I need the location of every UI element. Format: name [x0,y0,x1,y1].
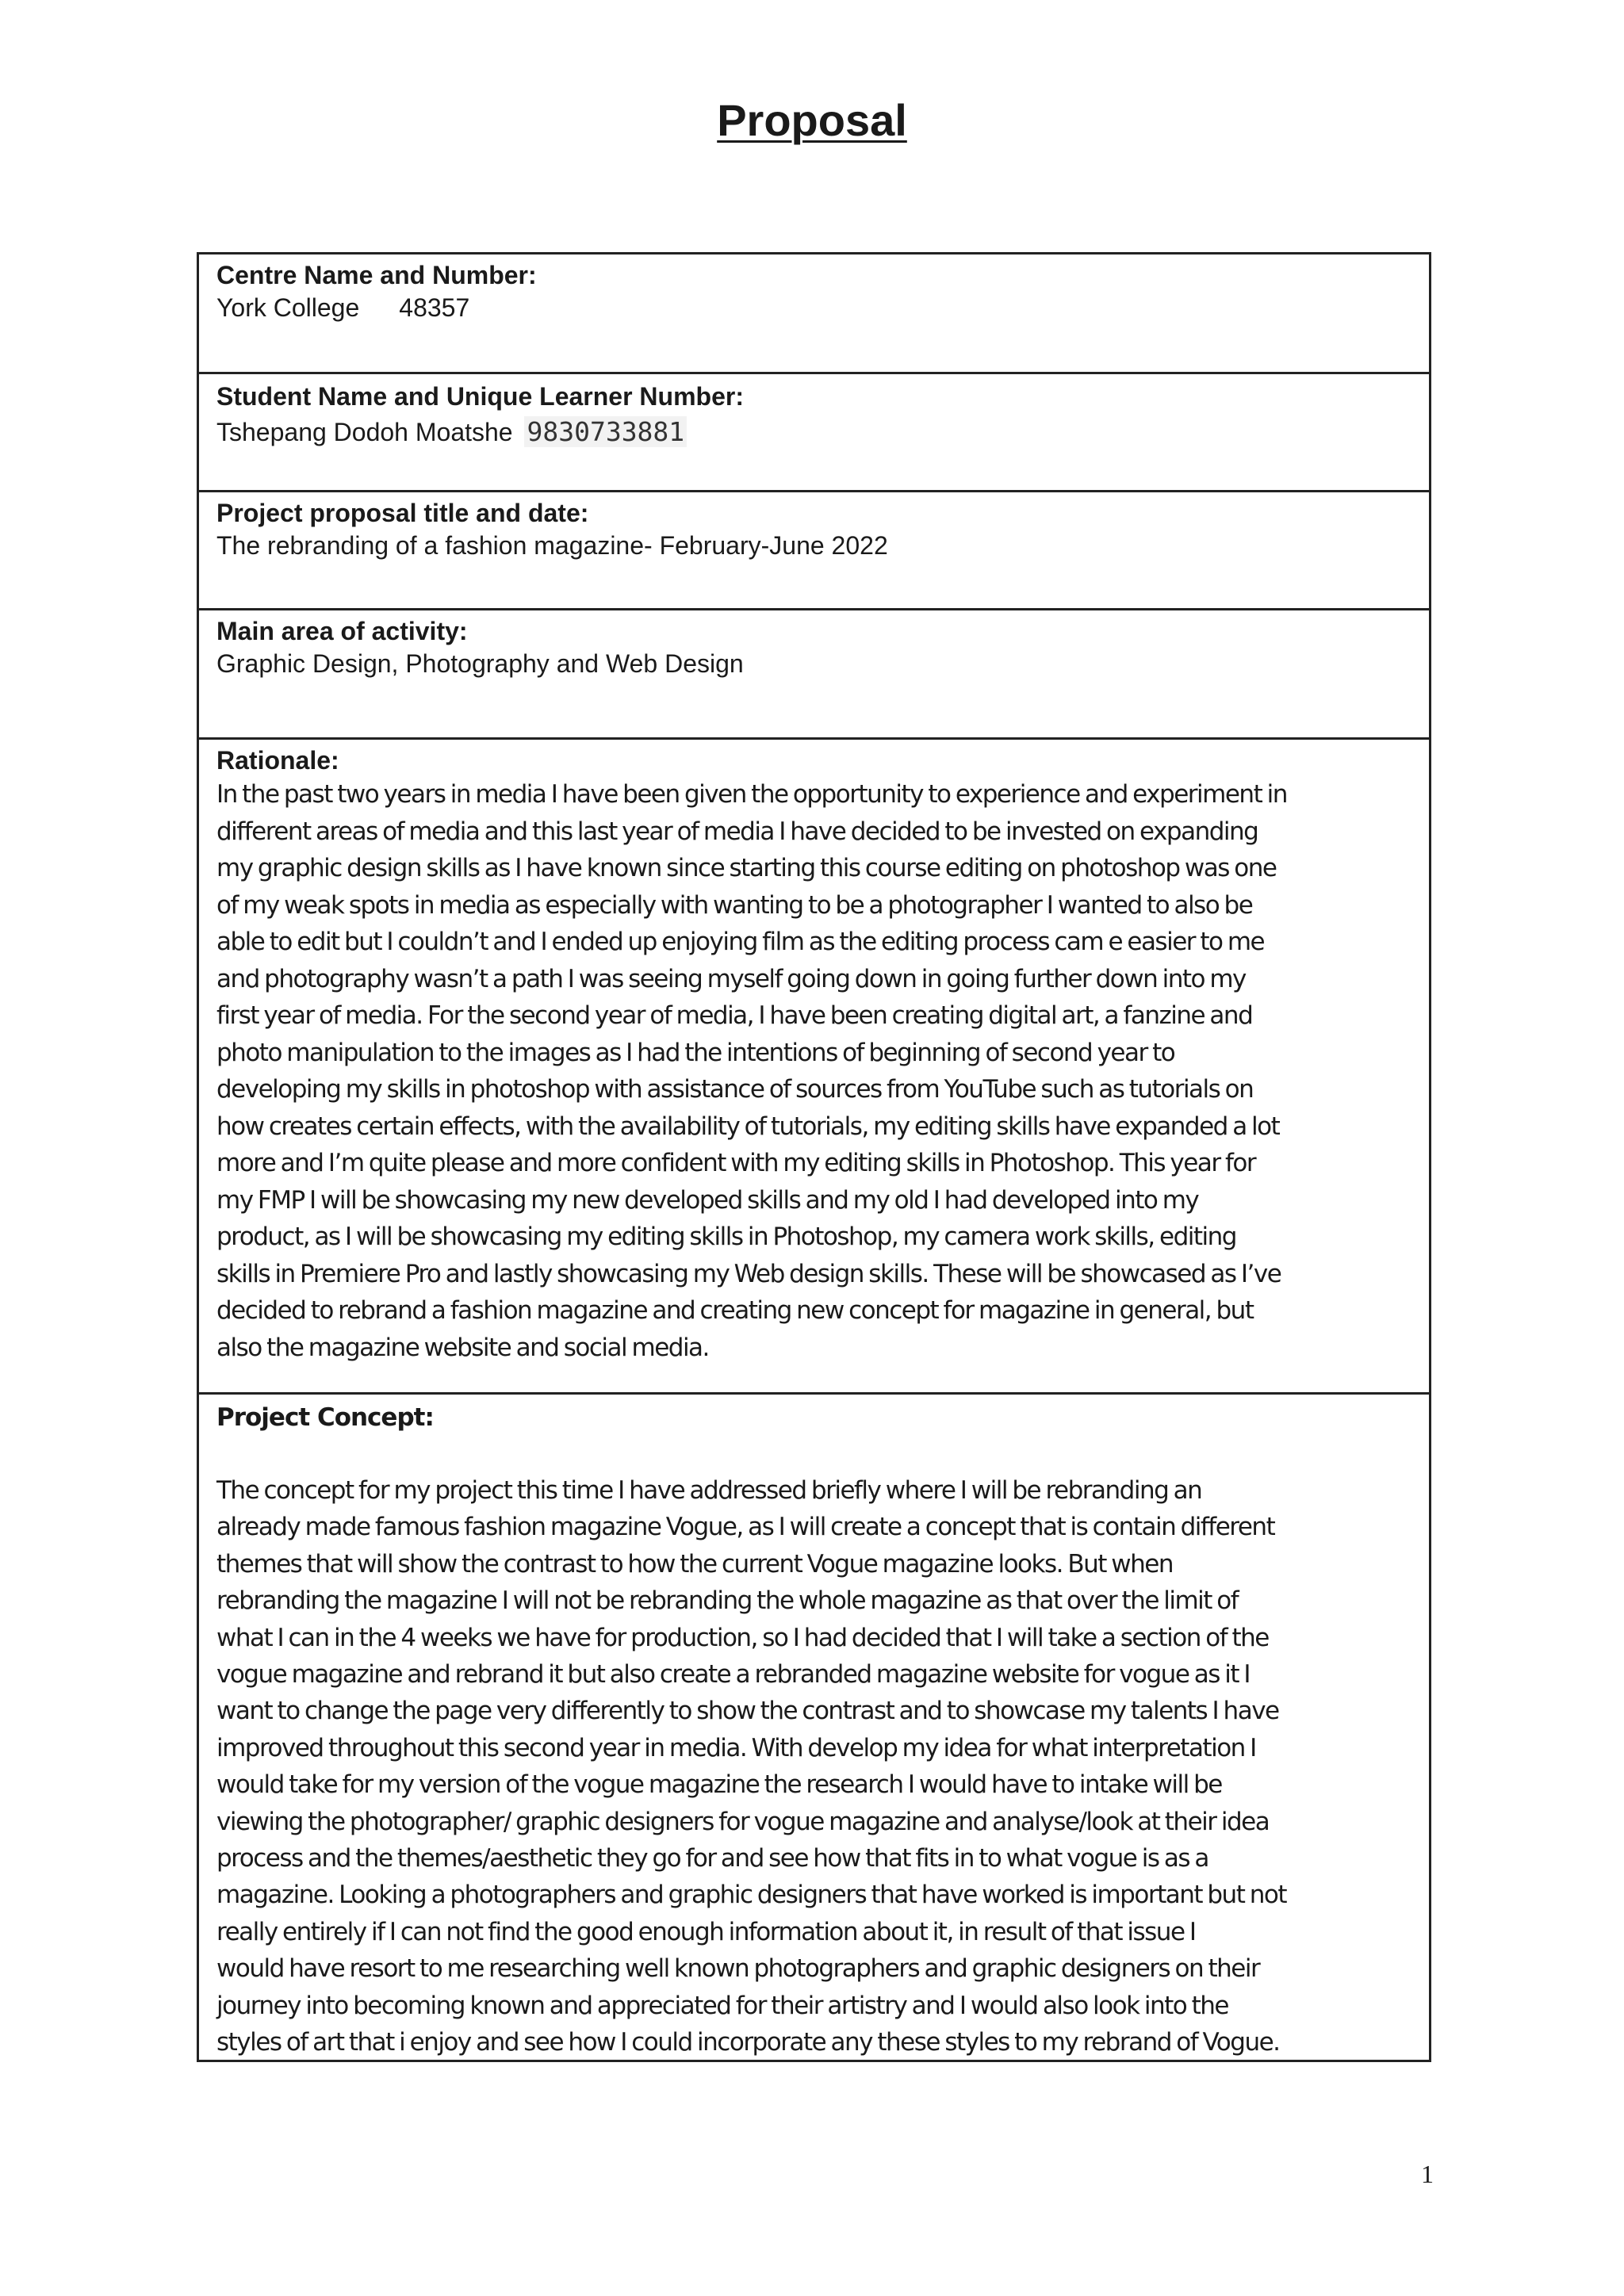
rationale-text [216,776,1411,1366]
rationale-line: skills in Premiere Pro and lastly showcasing my Web design skills. These will be showcased as I’ve [216,1259,1281,1288]
student-label: Student Name and Unique Learner Number: [216,382,744,411]
centre-value [216,291,1411,324]
project-title-label: Project proposal title and date: [216,499,589,527]
rationale-line: product, as I will be showcasing my editing skills in Photoshop, my camera work skills, editing [216,1223,1236,1251]
page-title: Proposal [717,95,907,145]
concept-line: what I can in the 4 weeks we have for production, so I had decided that I will take a section of the [216,1623,1269,1652]
concept-line: want to change the page very differently to show the contrast and to showcase my talents I have [216,1697,1279,1726]
centre-number: 48357 [399,293,470,322]
concept-line: would take for my version of the vogue magazine the research I would have to intake will be [216,1770,1222,1800]
rationale-line: photo manipulation to the images as I had the intentions of beginning of second year to [216,1038,1175,1067]
concept-line: really entirely if I can not find the good enough information about it, in result of that issue I [216,1917,1196,1946]
rationale-line: able to edit but I couldn’t and I ended up enjoying film as the editing process cam e easier to me [216,928,1265,956]
concept-line: rebranding the magazine I will not be rebranding the whole magazine as that over the limit of [216,1586,1239,1616]
rationale-line: decided to rebrand a fashion magazine and creating new concept for magazine in general, but [216,1296,1254,1325]
rationale-line: of my weak spots in media as especially with wanting to be a photographer I wanted to also be [216,890,1253,920]
rationale-line: first year of media. For the second year of media, I have been creating digital art, a fanzine and [216,1001,1253,1030]
centre-row [199,254,1429,372]
project-title-row [199,490,1429,608]
centre-label: Centre Name and Number: [216,261,537,289]
centre-name: York College [216,293,360,322]
concept-line: styles of art that i enjoy and see how I could incorporate any these styles to my rebrand of Vogue. [216,2028,1280,2057]
concept-line: process and the themes/aesthetic they go for and see how that fits in to what vogue is as a [216,1844,1208,1873]
concept-line: magazine. Looking a photographers and graphic designers that have worked is important but not [216,1881,1286,1910]
main-area-row [199,608,1429,737]
unique-learner-number: 9830733881 [524,416,687,447]
rationale-line: developing my skills in photoshop with assistance of sources from YouTube such as tutorials on [216,1075,1254,1104]
concept-line: journey into becoming known and appreciated for their artistry and I would also look into the [216,1991,1228,2020]
proposal-form-table [197,252,1431,2062]
concept-line: improved throughout this second year in media. With develop my idea for what interpretation I [216,1733,1256,1762]
student-name: Tshepang Dodoh Moatshe [216,418,513,446]
page-number: 1 [1421,2160,1434,2188]
project-concept-row [199,1392,1429,2060]
project-concept-label: Project Concept: [216,1403,434,1432]
main-area-value: Graphic Design, Photography and Web Design [216,649,744,678]
rationale-line: and photography wasn’t a path I was seeing myself going down in going further down into my [216,964,1246,993]
rationale-row [199,737,1429,1392]
concept-line: The concept for my project this time I have addressed briefly where I will be rebranding an [216,1476,1202,1505]
rationale-line: different areas of media and this last year of media I have decided to be invested on expanding [216,817,1258,846]
student-value [216,415,1411,449]
concept-line: vogue magazine and rebrand it but also create a rebranded magazine website for vogue as it I [216,1660,1251,1689]
concept-line: viewing the photographer/ graphic designers for vogue magazine and analyse/look at their idea [216,1807,1270,1836]
main-area-label: Main area of activity: [216,617,468,645]
rationale-label: Rationale: [216,746,339,775]
rationale-line: how creates certain effects, with the availability of tutorials, my editing skills have expanded a lot [216,1112,1280,1141]
concept-line: already made famous fashion magazine Vogue, as I will create a concept that is contain different [216,1513,1275,1542]
concept-line: themes that will show the contrast to how the current Vogue magazine looks. But when [216,1549,1173,1578]
rationale-line: my FMP I will be showcasing my new developed skills and my old I had developed into my [216,1185,1199,1215]
concept-line: would have resort to me researching well known photographers and graphic designers on their [216,1954,1260,1984]
student-row [199,372,1429,490]
rationale-line: In the past two years in media I have been given the opportunity to experience and experiment in [216,780,1287,809]
project-concept-text [216,1472,1411,2060]
rationale-line: more and I’m quite please and more confident with my editing skills in Photoshop. This year for [216,1149,1256,1177]
rationale-line: also the magazine website and social media. [216,1333,709,1362]
project-title-value: The rebranding of a fashion magazine- February-June 2022 [216,531,888,560]
rationale-line: my graphic design skills as I have known since starting this course editing on photoshop was one [216,854,1277,882]
